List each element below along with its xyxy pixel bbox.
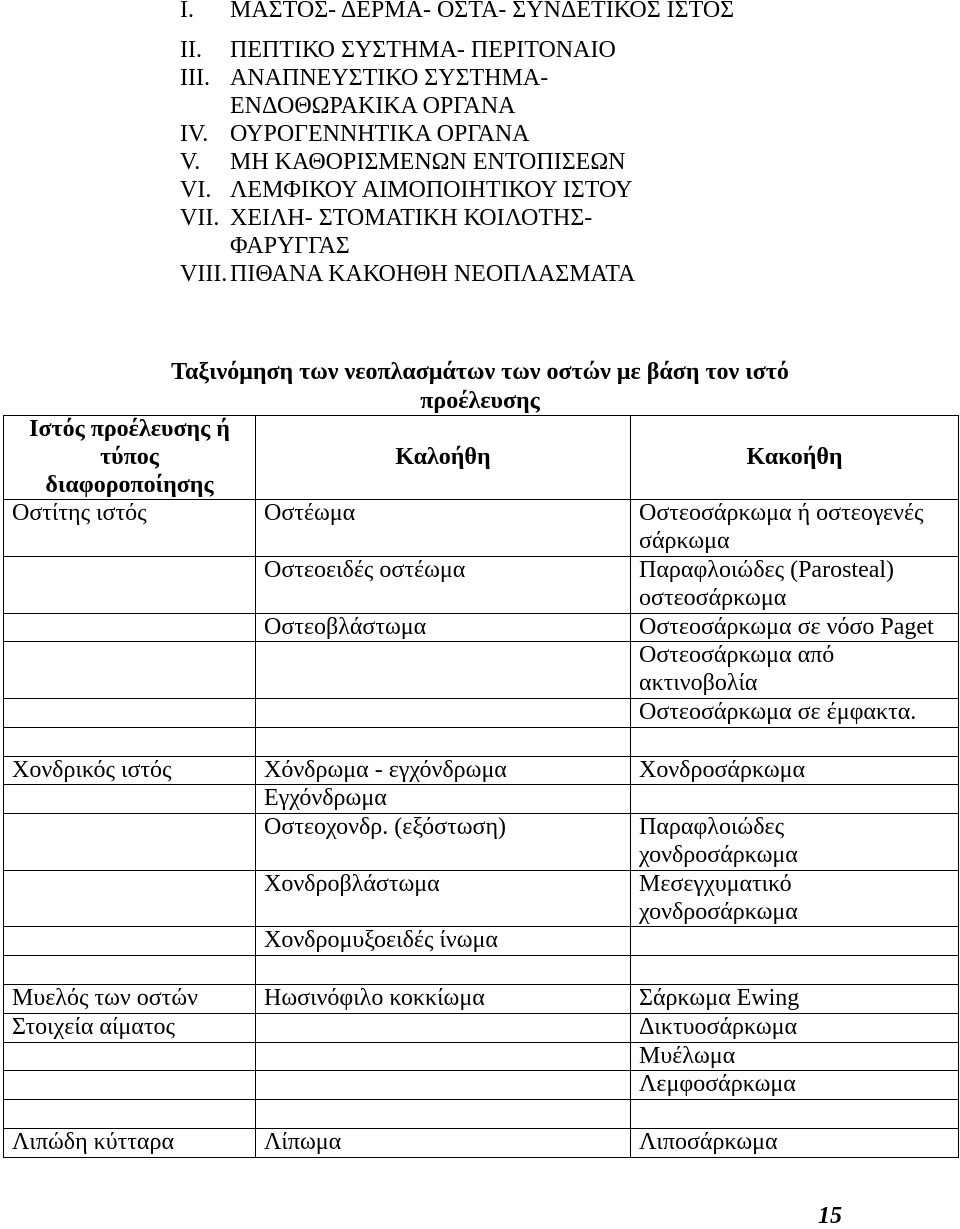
malignant-cell — [631, 870, 959, 927]
benign-cell — [256, 613, 631, 642]
table-row — [4, 814, 959, 871]
cell-line: Χονδροσάρκωμα — [639, 756, 806, 783]
list-numeral: V. — [180, 149, 201, 175]
cell-line: Σάρκωμα Ewing — [639, 984, 800, 1011]
cell-line: Οστεοσάρκωμα σε έμφακτα. — [639, 698, 917, 725]
malignant-cell — [631, 984, 959, 1013]
table-row — [4, 785, 959, 814]
benign-cell — [256, 785, 631, 814]
malignant-cell — [631, 927, 959, 956]
table-row — [4, 927, 959, 956]
list-item-text — [230, 204, 592, 260]
list-item-line: ΠΕΠΤΙΚΟ ΣΥΣΤΗΜΑ- ΠΕΡΙΤΟΝΑΙΟ — [230, 37, 616, 63]
list-item — [180, 0, 734, 24]
tissue-cell — [4, 613, 256, 642]
malignant-cell — [631, 500, 959, 557]
table-row — [4, 500, 959, 557]
cell-line: Παραφλοιώδες — [639, 814, 785, 841]
page-number: 15 — [818, 1203, 842, 1229]
benign-cell — [256, 984, 631, 1013]
list-item-line: ΑΝΑΠΝΕΥΣΤΙΚΟ ΣΥΣΤΗΜΑ- — [230, 65, 549, 91]
table-row — [4, 984, 959, 1013]
header-line: Καλοήθη — [395, 443, 491, 470]
list-item-text — [230, 148, 626, 176]
header-line: τύπος — [100, 443, 159, 470]
cell-line: Εγχόνδρωμα — [264, 785, 387, 812]
list-item — [180, 120, 734, 148]
list-item-text — [230, 120, 530, 148]
benign-cell — [256, 556, 631, 613]
list-item-text — [230, 260, 635, 288]
tissue-cell — [4, 927, 256, 956]
list-item — [180, 204, 734, 260]
benign-cell — [256, 642, 631, 699]
cell-line: Λίπωμα — [264, 1128, 342, 1155]
list-item-line: ΧΕΙΛΗ- ΣΤΟΜΑΤΙΚΗ ΚΟΙΛΟΤΗΣ- — [230, 205, 593, 231]
malignant-cell — [631, 785, 959, 814]
list-item-text — [230, 36, 616, 64]
list-item-text — [230, 176, 632, 204]
malignant-cell — [631, 556, 959, 613]
tissue-cell — [4, 984, 256, 1013]
table-row — [4, 1128, 959, 1157]
tissue-cell — [4, 698, 256, 727]
benign-cell — [256, 1042, 631, 1071]
list-numeral: VI. — [180, 177, 212, 203]
cell-line: Μυέλωμα — [639, 1042, 736, 1069]
table-row — [4, 727, 959, 756]
header-line: διαφοροποίησης — [45, 471, 214, 498]
cell-line: σάρκωμα — [639, 528, 730, 555]
cell-line: Λιπώδη κύτταρα — [12, 1128, 175, 1155]
benign-cell — [256, 727, 631, 756]
table-header — [4, 416, 959, 500]
list-item-text — [230, 0, 734, 24]
table-row — [4, 642, 959, 699]
cell-line: Ηωσινόφιλο κοκκίωμα — [264, 984, 485, 1011]
malignant-cell — [631, 613, 959, 642]
benign-cell — [256, 1013, 631, 1042]
cell-line: Χόνδρωμα - εγχόνδρωμα — [264, 756, 507, 783]
table-row — [4, 698, 959, 727]
table-row — [4, 556, 959, 613]
list-item-line: ΜΗ ΚΑΘΟΡΙΣΜΕΝΩΝ ΕΝΤΟΠΙΣΕΩΝ — [230, 149, 626, 175]
list-item — [180, 148, 734, 176]
list-item — [180, 36, 734, 64]
malignant-cell — [631, 698, 959, 727]
malignant-cell — [631, 814, 959, 871]
list-numeral: II. — [180, 37, 202, 63]
benign-cell — [256, 814, 631, 871]
bone-tumor-classification-table — [3, 415, 959, 1158]
cell-line: Μεσεγχυματικό — [639, 870, 792, 897]
header-benign — [256, 416, 631, 500]
malignant-cell — [631, 1042, 959, 1071]
cell-line: Οστεοσάρκωμα σε νόσο Paget — [639, 613, 934, 640]
list-item — [180, 64, 734, 120]
cell-line: Χονδρομυξοειδές ίνωμα — [264, 927, 498, 954]
header-tissue-of-origin — [4, 416, 256, 500]
tissue-cell — [4, 1100, 256, 1129]
cell-line: Οστίτης ιστός — [12, 500, 147, 527]
cell-line: Οστεοειδές οστέωμα — [264, 556, 466, 583]
list-item — [180, 176, 734, 204]
table-title-line: προέλευσης — [420, 388, 540, 414]
benign-cell — [256, 956, 631, 985]
tissue-cell — [4, 1013, 256, 1042]
malignant-cell — [631, 1128, 959, 1157]
tissue-cell — [4, 642, 256, 699]
cell-line: χονδροσάρκωμα — [639, 841, 798, 868]
tissue-cell — [4, 870, 256, 927]
cell-line: Παραφλοιώδες (Parosteal) — [639, 556, 895, 583]
table-title — [0, 358, 960, 416]
malignant-cell — [631, 1013, 959, 1042]
header-line: Κακοήθη — [746, 443, 843, 470]
table-row — [4, 1071, 959, 1100]
tissue-cell — [4, 814, 256, 871]
tissue-cell — [4, 556, 256, 613]
list-item-line: ΛΕΜΦΙΚΟΥ ΑΙΜΟΠΟΙΗΤΙΚΟΥ ΙΣΤΟΥ — [230, 177, 633, 203]
malignant-cell — [631, 756, 959, 785]
list-item-text — [230, 64, 548, 120]
benign-cell — [256, 1100, 631, 1129]
cell-line: Λιποσάρκωμα — [639, 1128, 778, 1155]
list-item-line: ΕΝΔΟΘΩΡΑΚΙΚΑ ΟΡΓΑΝΑ — [230, 93, 516, 119]
cell-line: Οστεοσάρκωμα ή οστεογενές — [639, 500, 924, 527]
tissue-cell — [4, 956, 256, 985]
tissue-cell — [4, 1042, 256, 1071]
tissue-cell — [4, 1071, 256, 1100]
list-item — [180, 260, 734, 288]
cell-line: χονδροσάρκωμα — [639, 898, 798, 925]
malignant-cell — [631, 1100, 959, 1129]
table-row — [4, 613, 959, 642]
list-item-line: ΟΥΡΟΓΕΝΝΗΤΙΚΑ ΟΡΓΑΝΑ — [230, 121, 530, 147]
malignant-cell — [631, 727, 959, 756]
table-row — [4, 1042, 959, 1071]
tissue-cell — [4, 1128, 256, 1157]
table-row — [4, 956, 959, 985]
benign-cell — [256, 698, 631, 727]
table-body — [4, 500, 959, 1157]
cell-line: Οστεοσάρκωμα από — [639, 642, 835, 669]
table-row — [4, 1013, 959, 1042]
cell-line: Οστεοχονδρ. (εξόστωση) — [264, 814, 506, 841]
table-row — [4, 1100, 959, 1129]
benign-cell — [256, 927, 631, 956]
cell-line: Χονδρικός ιστός — [12, 756, 172, 783]
header-malignant — [631, 416, 959, 500]
benign-cell — [256, 756, 631, 785]
tissue-cell — [4, 727, 256, 756]
cell-line: Στοιχεία αίματος — [12, 1013, 176, 1040]
list-numeral: VIII. — [180, 261, 228, 287]
tissue-cell — [4, 500, 256, 557]
list-item-line: ΠΙΘΑΝΑ ΚΑΚΟΗΘΗ ΝΕΟΠΛΑΣΜΑΤΑ — [230, 261, 636, 287]
cell-line: Οστεοβλάστωμα — [264, 613, 427, 640]
list-item-line: ΦΑΡΥΓΓΑΣ — [230, 233, 350, 259]
cell-line: Μυελός των οστών — [12, 984, 198, 1011]
benign-cell — [256, 500, 631, 557]
benign-cell — [256, 1128, 631, 1157]
malignant-cell — [631, 1071, 959, 1100]
table-title-line: Ταξινόμηση των νεοπλασμάτων των οστών με βάση τον ιστό — [171, 359, 789, 385]
cell-line: Οστέωμα — [264, 500, 356, 527]
cell-line: ακτινοβολία — [639, 670, 758, 697]
tissue-cell — [4, 785, 256, 814]
cell-line: Λεμφοσάρκωμα — [639, 1071, 796, 1098]
table-row — [4, 870, 959, 927]
list-numeral: VII. — [180, 205, 220, 231]
malignant-cell — [631, 642, 959, 699]
cell-line: Χονδροβλάστωμα — [264, 870, 440, 897]
benign-cell — [256, 1071, 631, 1100]
tissue-cell — [4, 756, 256, 785]
header-row — [4, 416, 959, 500]
benign-cell — [256, 870, 631, 927]
list-numeral: IV. — [180, 121, 209, 147]
malignant-cell — [631, 956, 959, 985]
section-list — [180, 0, 734, 288]
list-numeral: III. — [180, 65, 210, 91]
table-row — [4, 756, 959, 785]
cell-line: Δικτυοσάρκωμα — [639, 1013, 798, 1040]
cell-line: οστεοσάρκωμα — [639, 584, 787, 611]
list-item-line: ΜΑΣΤΟΣ- ΔΕΡΜΑ- ΟΣΤΑ- ΣΥΝΔΕΤΙΚΟΣ ΙΣΤΟΣ — [230, 0, 735, 23]
list-numeral: I. — [180, 0, 194, 23]
header-line: Ιστός προέλευσης ή — [29, 416, 230, 442]
